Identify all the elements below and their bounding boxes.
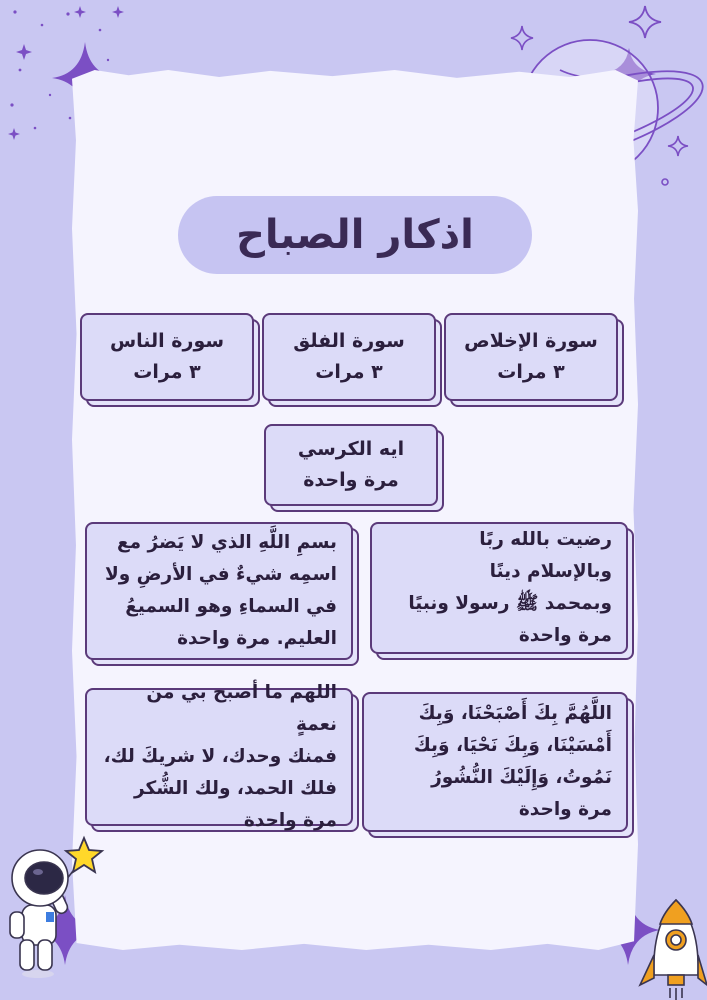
- dhikr-line: في السماءِ وهو السميعُ: [125, 596, 337, 617]
- dhikr-card-nimah: [85, 682, 353, 831]
- dhikr-card-bismillah: [85, 522, 353, 660]
- dhikr-count: مرة واحدة: [518, 625, 612, 646]
- astronaut-icon: [10, 850, 80, 978]
- dhikr-card-asbahna: [362, 692, 628, 832]
- dhikr-line: اللهم ما أصبح بي من نعمةٍ: [146, 682, 337, 735]
- dhikr-line: وبمحمد ﷺ رسولا ونبيًا: [408, 593, 612, 614]
- title-banner: [178, 196, 532, 274]
- dhikr-card-falaq: [262, 313, 436, 401]
- dhikr-line: رضيت بالله ربًا: [479, 529, 612, 550]
- dhikr-line: اسمِه شيءٌ في الأرضِ ولا: [104, 564, 337, 585]
- dhikr-line: اللَّهُمَّ بِكَ أَصْبَحْنَا، وَبِكَ: [418, 703, 612, 724]
- dhikr-count: مرة واحدة: [177, 628, 271, 649]
- dhikr-count: مرة واحدة: [303, 469, 399, 491]
- rocket-icon: [640, 900, 707, 1000]
- dhikr-count: مرة واحدة: [518, 799, 612, 820]
- dhikr-last-line: [101, 623, 337, 655]
- dhikr-line: بسمِ اللَّهِ الذي لا يَضرُ مع: [116, 532, 337, 553]
- dhikr-text: سورة الإخلاص: [464, 330, 598, 352]
- dhikr-count: ٣ مرات: [133, 361, 201, 383]
- dhikr-count: ٣ مرات: [315, 361, 383, 383]
- dhikr-text: ايه الكرسي: [297, 438, 405, 460]
- page-title: اذكار الصباح: [236, 212, 474, 258]
- dhikr-card-radhitu: [370, 522, 628, 654]
- dhikr-count: مرة واحدة: [243, 810, 337, 831]
- dhikr-line: فلك الحمد، ولك الشُّكر: [133, 778, 337, 799]
- dhikr-line: فمنك وحدك، لا شريكَ لك،: [103, 746, 337, 767]
- dhikr-card-kursi: [264, 424, 438, 506]
- dhikr-line: وبالإسلام دينًا: [489, 561, 612, 582]
- dhikr-line: أَمْسَيْنَا، وَبِكَ نَحْيَا، وَبِكَ: [413, 735, 612, 756]
- dhikr-card-ikhlas: [444, 313, 618, 401]
- dhikr-text: سورة الناس: [109, 330, 225, 352]
- dhikr-line: نَمُوتُ، وَإِلَيْكَ النُّشُورُ: [431, 767, 612, 788]
- star-balloon-icon: [66, 838, 102, 872]
- dhikr-card-nas: [80, 313, 254, 401]
- dhikr-count: ٣ مرات: [497, 361, 565, 383]
- dhikr-line: العليم.: [276, 628, 337, 649]
- dhikr-text: سورة الفلق: [293, 330, 405, 352]
